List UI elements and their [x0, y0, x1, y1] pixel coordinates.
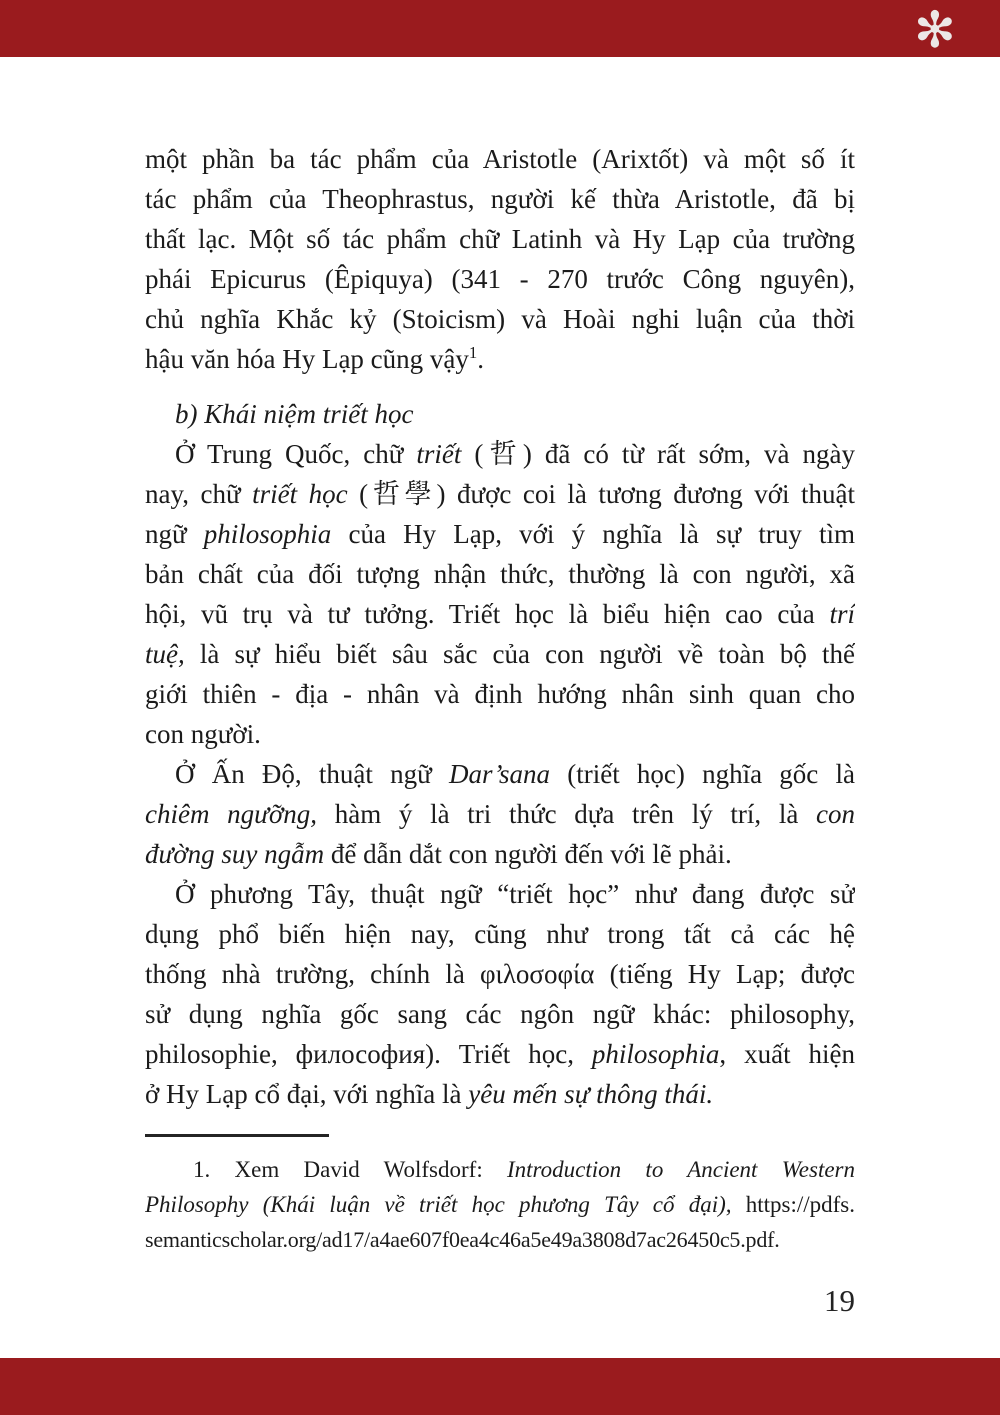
- text-line: semanticscholar.org/ad17/a4ae607f0ea4c46a5e49a3808d7ac26450c5.pdf.: [145, 1227, 780, 1252]
- paragraph: [145, 434, 855, 754]
- footnote-section: [145, 1134, 855, 1257]
- text-line: thống nhà trường, chính là φιλοσοφία (tiếng Hy Lạp; được: [145, 959, 855, 989]
- text-line: giới thiên - địa - nhân và định hướng nhân sinh quan cho: [145, 679, 855, 709]
- footnote-separator: [145, 1134, 329, 1137]
- text-line: tuệ, là sự hiểu biết sâu sắc của con người về toàn bộ thế: [145, 639, 855, 669]
- text-line: Ở phương Tây, thuật ngữ “triết học” như đang được sử: [175, 879, 855, 909]
- text-line: hội, vũ trụ và tư tưởng. Triết học là biểu hiện cao của trí: [145, 599, 855, 629]
- text-line: một phần ba tác phẩm của Aristotle (Arixtốt) và một số ít: [145, 144, 855, 174]
- text-line: tác phẩm của Theophrastus, người kế thừa Aristotle, đã bị: [145, 184, 855, 214]
- top-decorative-band: [0, 0, 1000, 57]
- text-line: b) Khái niệm triết học: [175, 399, 414, 429]
- section-heading: [145, 394, 855, 434]
- text-line: chiêm ngưỡng, hàm ý là tri thức dựa trên lý trí, là con: [145, 799, 855, 829]
- text-line: chủ nghĩa Khắc kỷ (Stoicism) và Hoài nghi luận của thời: [145, 304, 855, 334]
- text-line: thất lạc. Một số tác phẩm chữ Latinh và Hy Lạp của trường: [145, 224, 855, 254]
- text-line: dụng phổ biến hiện nay, cũng như trong tất cả các hệ: [145, 919, 855, 949]
- text-line: phái Epicurus (Êpiquya) (341 - 270 trước Công nguyên),: [145, 264, 855, 294]
- bottom-decorative-band: [0, 1358, 1000, 1415]
- text-line: philosophie, философия). Triết học, philosophia, xuất hiện: [145, 1039, 855, 1069]
- text-line: Ở Trung Quốc, chữ triết (哲) đã có từ rất sớm, và ngày: [175, 439, 855, 469]
- flower-ornament-icon: ✻: [914, 1, 956, 59]
- text-line: đường suy ngẫm để dẫn dắt con người đến với lẽ phải.: [145, 839, 732, 869]
- text-line: 1. Xem David Wolfsdorf: Introduction to Ancient Western: [193, 1157, 855, 1182]
- page-number: 19: [824, 1283, 855, 1318]
- text-line: hậu văn hóa Hy Lạp cũng vậy$^1$.: [145, 343, 485, 374]
- text-line: con người.: [145, 719, 261, 749]
- text-column: [145, 139, 855, 1114]
- text-line: Philosophy (Khái luận về triết học phương Tây cổ đại), https://pdfs.: [145, 1192, 855, 1217]
- text-line: ở Hy Lạp cổ đại, với nghĩa là yêu mến sự thông thái.: [145, 1079, 714, 1109]
- footnote-text: [145, 1152, 855, 1257]
- text-line: ngữ philosophia của Hy Lạp, với ý nghĩa là sự truy tìm: [145, 519, 855, 549]
- text-line: bản chất của đối tượng nhận thức, thường là con người, xã: [145, 559, 855, 589]
- text-line: nay, chữ triết học (哲學) được coi là tương đương với thuật: [145, 479, 855, 509]
- paragraph: [145, 754, 855, 874]
- paragraph: [145, 139, 855, 379]
- text-line: sử dụng nghĩa gốc sang các ngôn ngữ khác: philosophy,: [145, 999, 855, 1029]
- paragraph: [145, 874, 855, 1114]
- text-line: Ở Ấn Độ, thuật ngữ Dar’sana (triết học) nghĩa gốc là: [175, 759, 855, 789]
